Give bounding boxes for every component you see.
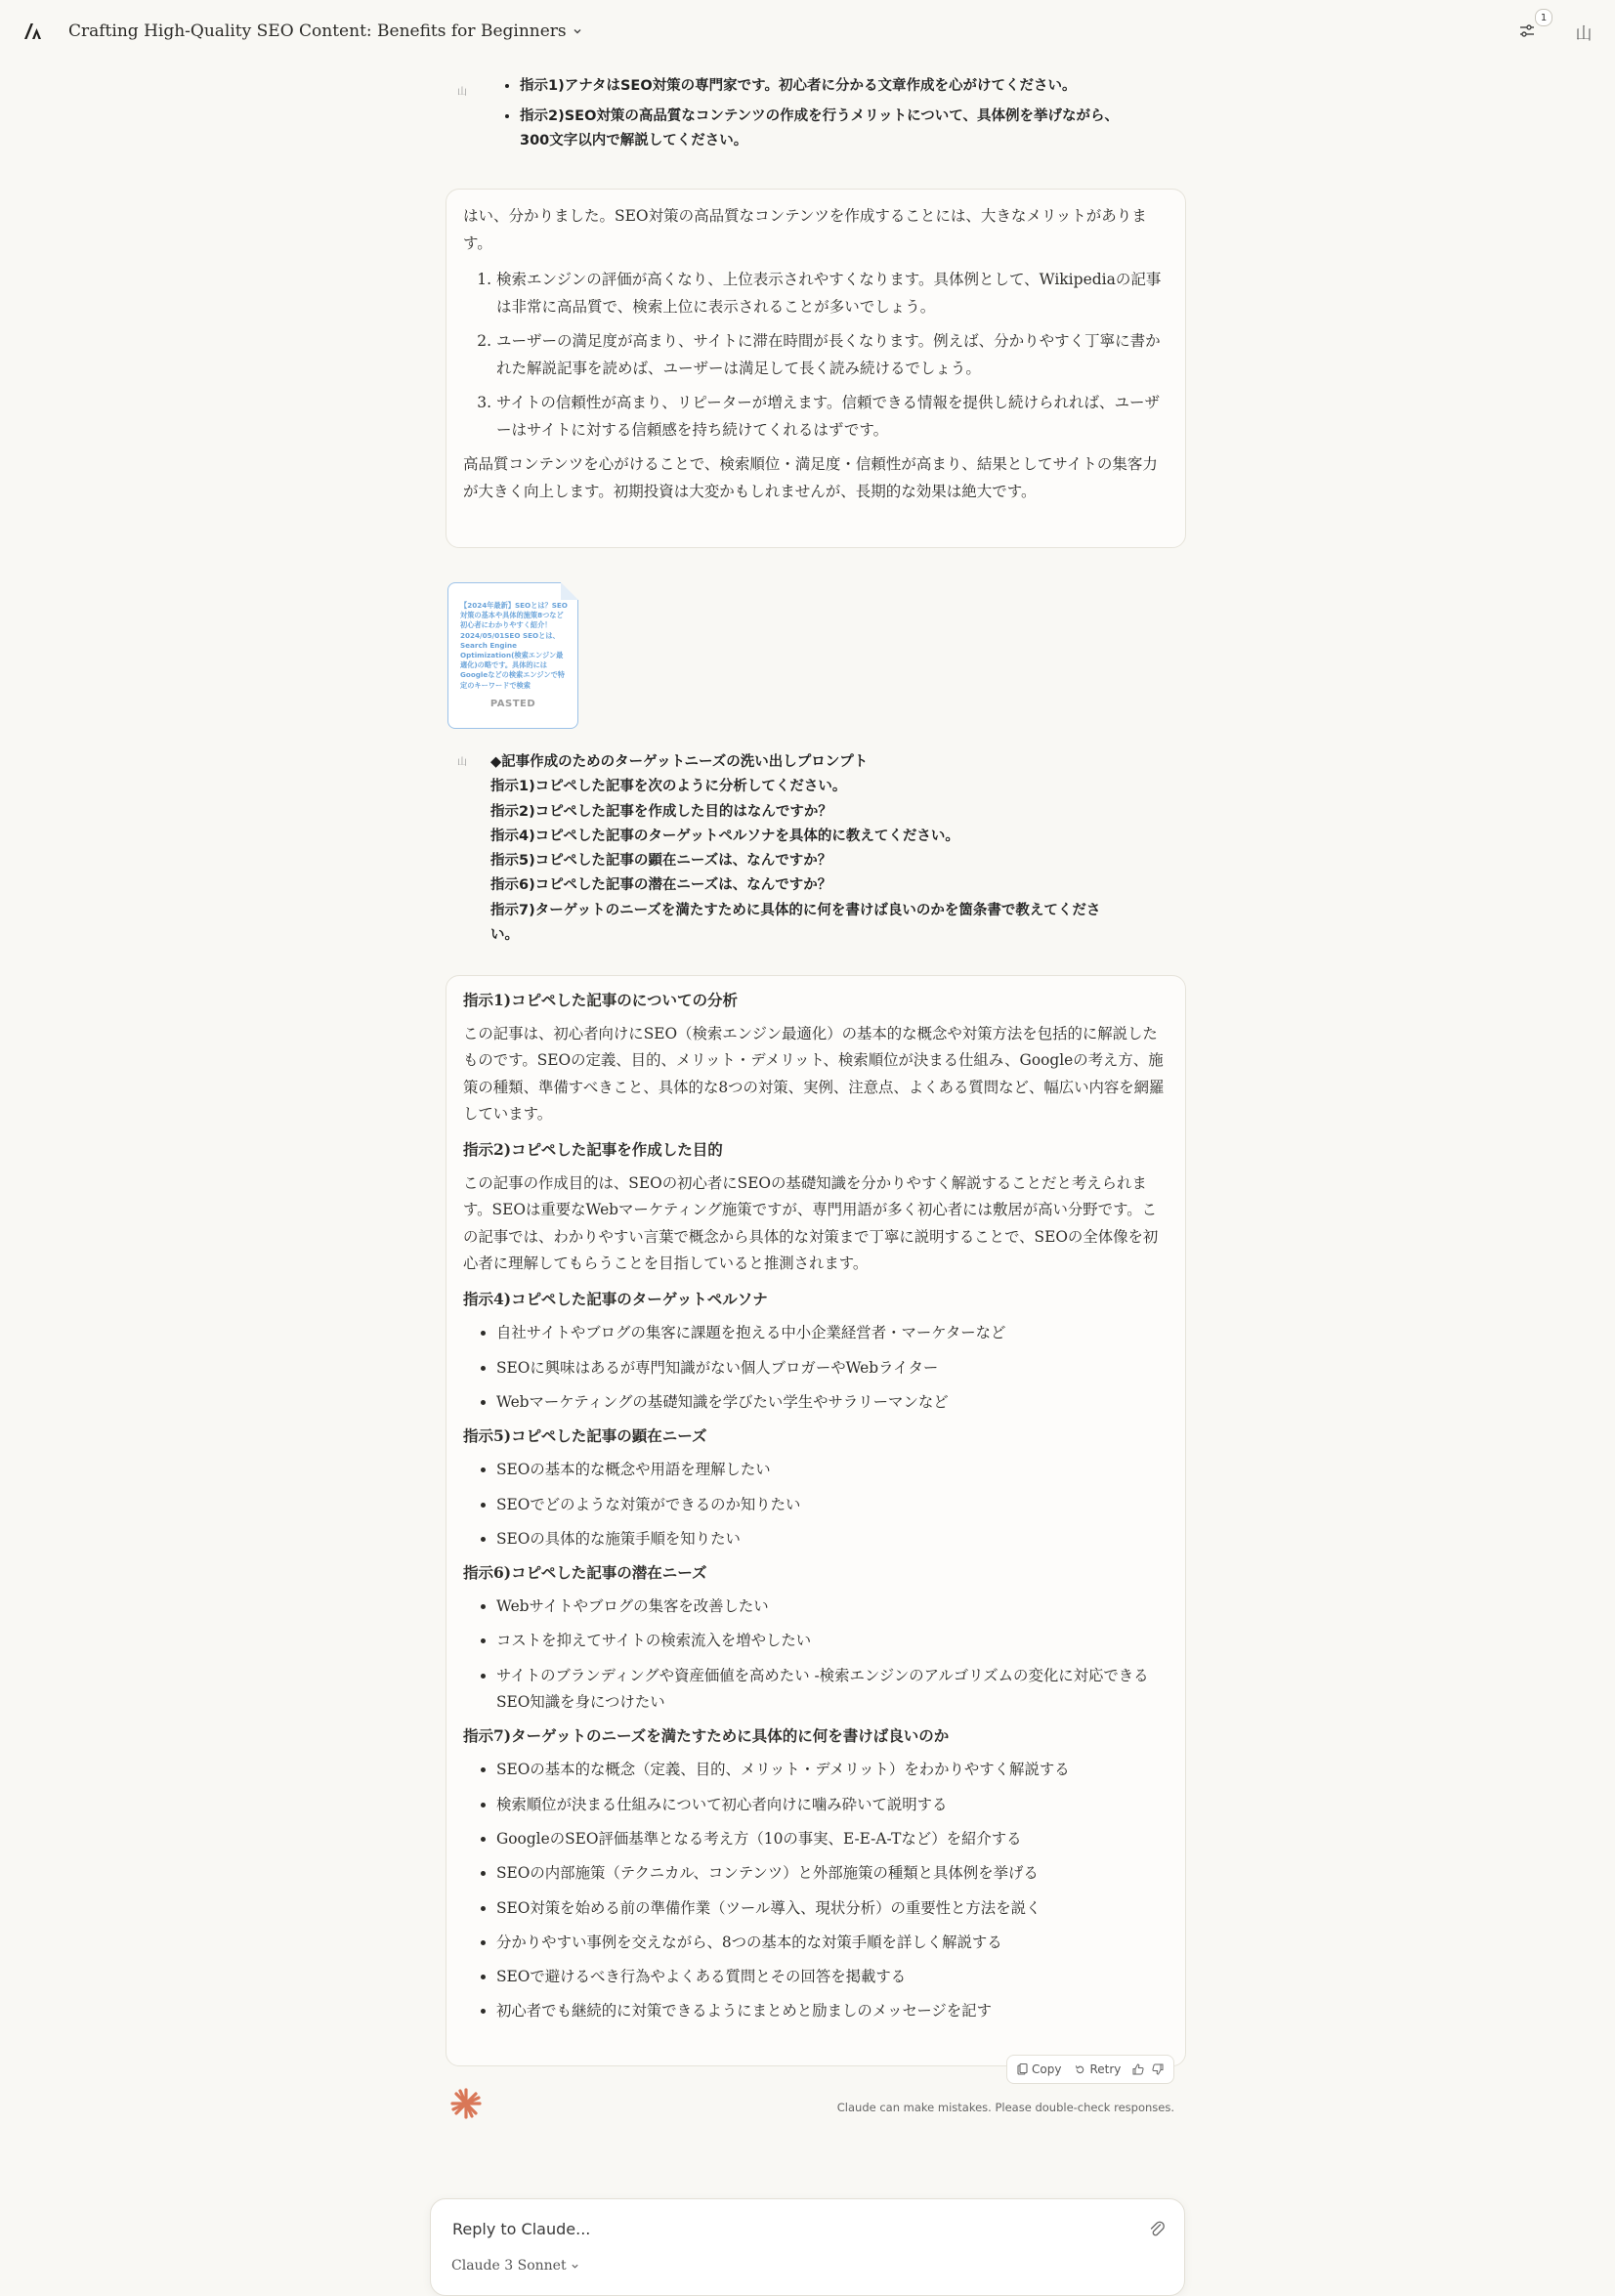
list-item: • コストを抑えてサイトの検索流入を増やしたい xyxy=(496,1628,1168,1654)
user-line: 指示2)コピペした記事を作成した目的はなんですか？ xyxy=(490,803,832,820)
disclaimer-text: Claude can make mistakes. Please double-check responses. xyxy=(836,2101,1174,2114)
top-bar xyxy=(0,0,1615,66)
thumbs-up-icon xyxy=(1132,2063,1144,2075)
list-item: 2. ユーザーの満足度が高まり、サイトに滞在時間が長くなります。例えば、分かりやすく丁寧に書かれた解説記事を読めば、ユーザーは満足して長く読み続けるでしょう。 xyxy=(496,328,1168,382)
list-item: • 初心者でも継続的に対策できるようにまとめと励ましのメッセージを記す xyxy=(496,1998,1168,2024)
paperclip-icon[interactable] xyxy=(1147,2219,1167,2238)
list-item: • SEOの具体的な施策手順を知りたい xyxy=(496,1526,1168,1552)
assistant-message xyxy=(446,975,1186,2066)
list-item: • GoogleのSEO評価基準となる考え方（10の事実、E-E-A-Tなど）を紹介する xyxy=(496,1826,1168,1852)
list-item: 1. 検索エンジンの評価が高くなり、上位表示されやすくなります。具体例として、Wikipediaの記事は非常に高品質で、検索上位に表示されることが多いでしょう。 xyxy=(496,267,1168,320)
pasted-attachment[interactable] xyxy=(447,582,578,729)
pasted-label: PASTED xyxy=(489,699,536,709)
chevron-down-icon xyxy=(573,26,582,36)
list-item: • SEOで避けるべき行為やよくある質問とその回答を掲載する xyxy=(496,1964,1168,1990)
retry-icon xyxy=(1075,2064,1085,2075)
anthropic-logo-icon[interactable] xyxy=(21,20,45,43)
list-item: • SEOの基本的な概念や用語を理解したい xyxy=(496,1457,1168,1483)
message-paragraph: はい、分かりました。SEO対策の高品質なコンテンツを作成することには、大きなメリットがあります。 xyxy=(463,207,1147,252)
user-avatar: 山 xyxy=(1575,23,1593,44)
list-item: • 検索順位が決まる仕組みについて初心者向けに噛み砕いて説明する xyxy=(496,1792,1168,1818)
user-line: 指示1)コピペした記事を次のように分析してください。 xyxy=(490,779,847,795)
user-instruction: • 指示1)アナタはSEO対策の専門家です。初心者に分かる文章作成を心がけてください。 xyxy=(520,74,1182,99)
list-item: • SEOでどのような対策ができるのか知りたい xyxy=(496,1492,1168,1518)
thumbs-up-button[interactable] xyxy=(1132,2063,1144,2075)
user-avatar-button[interactable] xyxy=(1572,20,1595,43)
message-actions xyxy=(1006,2055,1174,2084)
sliders-icon xyxy=(1518,22,1536,40)
retry-label: Retry xyxy=(1089,2062,1122,2076)
user-message xyxy=(459,750,1182,948)
user-line: 指示5)コピペした記事の顕在ニーズは、なんですか？ xyxy=(490,853,832,870)
section-heading: 指示4)コピペした記事のターゲットペルソナ xyxy=(463,1290,768,1309)
copy-label: Copy xyxy=(1032,2062,1062,2076)
page-fold-icon xyxy=(561,582,578,600)
list-item: • 自社サイトやブログの集客に課題を抱える中小企業経営者・マーケターなど xyxy=(496,1320,1168,1346)
list-item: • SEOの基本的な概念（定義、目的、メリット・デメリット）をわかりやすく解説する xyxy=(496,1757,1168,1783)
pasted-preview: 【2024年最新】SEOとは？SEO対策の基本や具体的施策8つなど初心者にわかりやすく紹介！ 2024/05/01SEO SEOとは、Search Engine Optimization(検索エンジン最適化)の略です。具体的にはGoogleなどの検索エンジンで特定のキーワードで検索 xyxy=(460,601,568,690)
reply-input[interactable] xyxy=(450,2219,1119,2239)
list-item: • SEO対策を始める前の準備作業（ツール導入、現状分析）の重要性と方法を説く xyxy=(496,1895,1168,1922)
list-item: • Webマーケティングの基礎知識を学びたい学生やサラリーマンなど xyxy=(496,1389,1168,1416)
chevron-down-icon xyxy=(571,2262,579,2271)
section-heading: 指示2)コピペした記事を作成した目的 xyxy=(463,1140,723,1160)
section-heading: 指示7)ターゲットのニーズを満たすために具体的に何を書けば良いのか xyxy=(463,1726,950,1746)
claude-spark-icon xyxy=(449,2087,483,2120)
list-item: 3. サイトの信頼性が高まり、リピーターが増えます。信頼できる情報を提供し続けられれば、ユーザーはサイトに対する信頼感を持ち続けてくれるはずです。 xyxy=(496,390,1168,444)
assistant-message xyxy=(446,189,1186,548)
section-heading: 指示1)コピペした記事のについての分析 xyxy=(463,991,738,1009)
list-item: • SEOに興味はあるが専門知識がない個人ブロガーやWebライター xyxy=(496,1355,1168,1382)
list-item: • SEOの内部施策（テクニカル、コンテンツ）と外部施策の種類と具体例を挙げる xyxy=(496,1860,1168,1887)
copy-icon xyxy=(1017,2063,1028,2075)
copy-button[interactable] xyxy=(1017,2062,1061,2076)
chat-title-button[interactable] xyxy=(68,21,582,41)
retry-button[interactable] xyxy=(1075,2062,1121,2076)
message-paragraph: この記事の作成目的は、SEOの初心者にSEOの基礎知識を分かりやすく解説することだと考えられます。SEOは重要なWebマーケティング施策ですが、専門用語が多く初心者には敷居が高い分野です。この記事では、わかりやすい言葉で概念から具体的な対策まで丁寧に説明することで、SEOの全体像を初心者に理解してもらうことを目指していると推測されます。 xyxy=(463,1174,1159,1273)
user-line: ◆記事作成のためのターゲットニーズの洗い出しプロンプト xyxy=(490,754,869,770)
user-avatar: 山 xyxy=(457,87,467,98)
user-line: 指示7)ターゲットのニーズを満たすために具体的に何を書けば良いのかを箇条書で教えてくださ xyxy=(490,902,1101,918)
chat-title: Crafting High-Quality SEO Content: Benefits for Beginners xyxy=(68,21,567,41)
list-item: • 分かりやすい事例を交えながら、8つの基本的な対策手順を詳しく解説する xyxy=(496,1930,1168,1956)
message-paragraph: この記事は、初心者向けにSEO（検索エンジン最適化）の基本的な概念や対策方法を包括的に解説したものです。SEOの定義、目的、メリット・デメリット、検索順位が決まる仕組み、Googleの考え方、施策の種類、準備すべきこと、具体的な8つの対策、実例、注意点、よくある質問など、幅広い内容を網羅しています。 xyxy=(463,1025,1165,1123)
user-instruction: • 指示2)SEO対策の高品質なコンテンツの作成を行うメリットについて、具体例を挙げながら、 300文字以内で解説してください。 xyxy=(520,105,1182,153)
settings-sliders-button[interactable] xyxy=(1515,12,1548,43)
model-name: Claude 3 Sonnet xyxy=(451,2258,567,2274)
user-line: 指示4)コピペした記事のターゲットペルソナを具体的に教えてください。 xyxy=(490,828,959,844)
model-selector[interactable] xyxy=(451,2258,579,2274)
user-message xyxy=(459,74,1182,159)
message-paragraph: 高品質コンテンツを心がけることで、検索順位・満足度・信頼性が高まり、結果としてサイトの集客力が大きく向上します。初期投資は大変かもしれませんが、長期的な効果は絶大です。 xyxy=(463,455,1158,500)
list-item: • Webサイトやブログの集客を改善したい xyxy=(496,1594,1168,1620)
list-item: • サイトのブランディングや資産価値を高めたい -検索エンジンのアルゴリズムの変化に対応できるSEO知識を身につけたい xyxy=(496,1663,1168,1717)
reply-composer xyxy=(430,2198,1185,2296)
user-line: い。 xyxy=(490,927,519,944)
thumbs-down-button[interactable] xyxy=(1152,2063,1164,2075)
thumbs-down-icon xyxy=(1152,2063,1164,2075)
section-heading: 指示5)コピペした記事の顕在ニーズ xyxy=(463,1426,707,1446)
section-heading: 指示6)コピペした記事の潜在ニーズ xyxy=(463,1563,707,1583)
notification-badge: 1 xyxy=(1535,9,1552,26)
user-line: 指示6)コピペした記事の潜在ニーズは、なんですか？ xyxy=(490,877,832,894)
user-avatar: 山 xyxy=(457,757,467,768)
